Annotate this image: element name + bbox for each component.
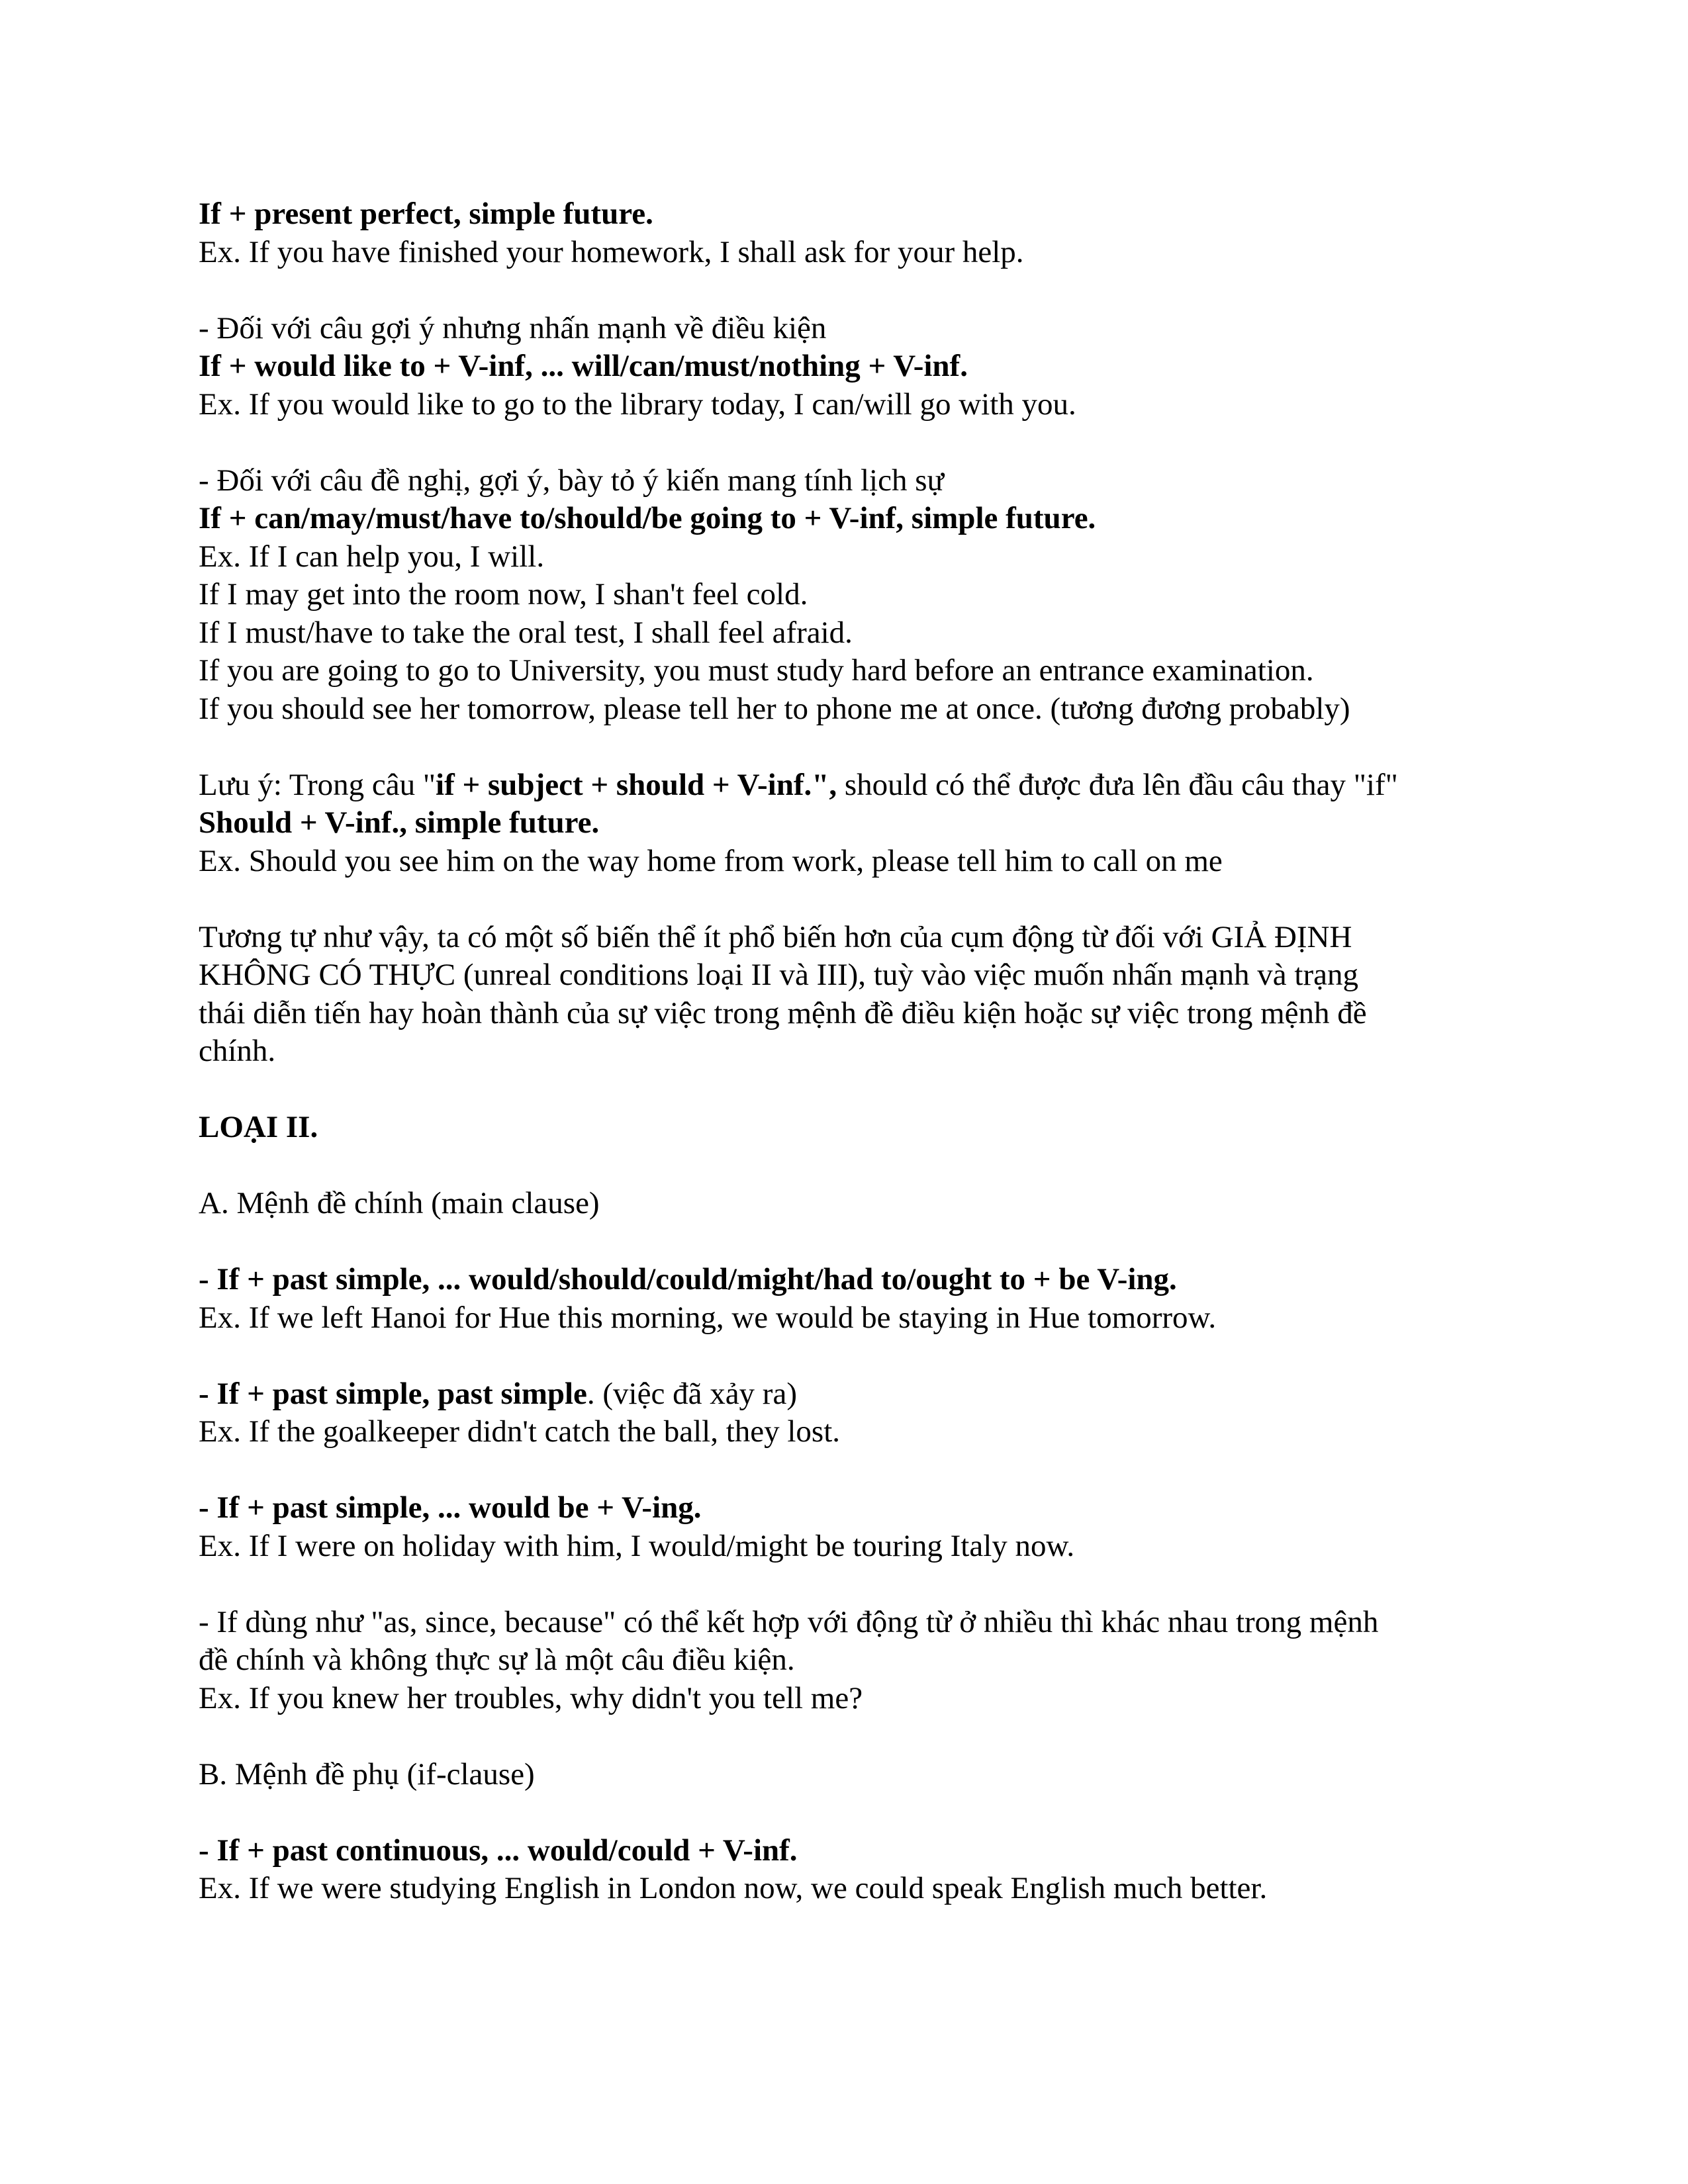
subheading-main-clause: A. Mệnh đề chính (main clause) <box>199 1186 600 1220</box>
example-past-simple-past-simple: Ex. If the goalkeeper didn't catch the ball, they lost. <box>199 1414 841 1449</box>
paragraph-line: chính. <box>199 1034 276 1068</box>
example-past-simple-be-ving: Ex. If we left Hanoi for Hue this morning, we would be staying in Hue tomorrow. <box>199 1300 1217 1335</box>
formula-would-be-ving: - If + past simple, ... would be + V-ing. <box>199 1490 702 1525</box>
example-present-perfect: Ex. If you have finished your homework, I shall ask for your help. <box>199 234 1024 269</box>
example-line: If I may get into the room now, I shan't feel cold. <box>199 577 808 612</box>
section-heading-loai-2: LOẠI II. <box>199 1110 318 1144</box>
subheading-if-clause: B. Mệnh đề phụ (if-clause) <box>199 1756 535 1792</box>
example-line: Ex. If I can help you, I will. <box>199 539 545 574</box>
paragraph-line: KHÔNG CÓ THỰC (unreal conditions loại II và III), tuỳ vào việc muốn nhấn mạnh và trạng <box>199 958 1358 992</box>
example-line: If you should see her tomorrow, please tell her to phone me at once. (tương đương probably) <box>199 691 1350 726</box>
example-line: If you are going to go to University, you must study hard before an entrance examination. <box>199 653 1314 688</box>
intro-suggestion-condition: - Đối với câu gợi ý nhưng nhấn mạnh về điều kiện <box>199 310 827 345</box>
example-would-be-ving: Ex. If I were on holiday with him, I would/might be touring Italy now. <box>199 1528 1075 1563</box>
formula-present-perfect: If + present perfect, simple future. <box>199 197 653 231</box>
example-would-like: Ex. If you would like to go to the library today, I can/will go with you. <box>199 387 1076 422</box>
if-as-since-because-line: - If dùng như "as, since, because" có thể kết hợp với động từ ở nhiều thì khác nhau trong mệnh <box>199 1604 1379 1639</box>
example-line: If I must/have to take the oral test, I shall feel afraid. <box>199 615 853 650</box>
document-page <box>199 195 1509 1908</box>
formula-past-simple-be-ving: - If + past simple, ... would/should/could/might/had to/ought to + be V-ing. <box>199 1262 1177 1297</box>
intro-polite-suggestion: - Đối với câu đề nghị, gợi ý, bày tỏ ý kiến mang tính lịch sự <box>199 463 944 498</box>
formula-past-simple-past-simple: - If + past simple, past simple. (việc đã xảy ra) <box>199 1376 797 1411</box>
example-past-continuous: Ex. If we were studying English in London now, we could speak English much better. <box>199 1871 1268 1905</box>
note-should-inversion: Lưu ý: Trong câu "if + subject + should + V-inf.", should có thể được đưa lên đầu câu thay "if" <box>199 767 1398 802</box>
formula-modal-verbs: If + can/may/must/have to/should/be going to + V-inf, simple future. <box>199 501 1096 535</box>
example-should-inversion: Ex. Should you see him on the way home from work, please tell him to call on me <box>199 843 1223 878</box>
example-if-as-since-because: Ex. If you knew her troubles, why didn't you tell me? <box>199 1680 863 1715</box>
paragraph-line: Tương tự như vậy, ta có một số biến thể ít phổ biến hơn của cụm động từ đối với GIẢ ĐỊNH <box>199 919 1352 954</box>
if-as-since-because-line: đề chính và không thực sự là một câu điều kiện. <box>199 1643 795 1677</box>
formula-past-continuous: - If + past continuous, ... would/could + V-inf. <box>199 1833 798 1868</box>
paragraph-line: thái diễn tiến hay hoàn thành của sự việc trong mệnh đề điều kiện hoặc sự việc trong mệnh đề <box>199 995 1367 1030</box>
formula-would-like: If + would like to + V-inf, ... will/can/must/nothing + V-inf. <box>199 349 968 383</box>
formula-should-inversion: Should + V-inf., simple future. <box>199 805 600 840</box>
